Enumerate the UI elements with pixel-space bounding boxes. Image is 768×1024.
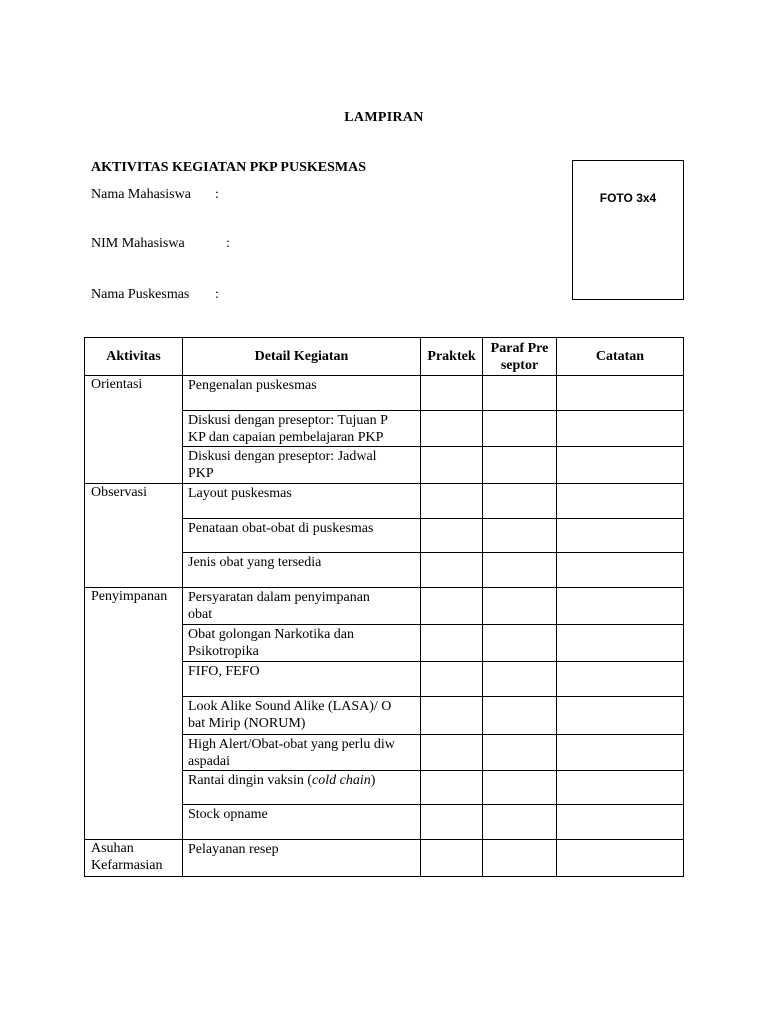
paraf-cell[interactable]: [483, 588, 557, 625]
catatan-cell[interactable]: [557, 484, 684, 519]
paraf-cell[interactable]: [483, 662, 557, 697]
category-cell: [85, 484, 183, 588]
detail-cell: [183, 553, 421, 588]
student-nim-field: [91, 236, 230, 252]
header-detail-kegiatan: Detail Kegiatan: [183, 338, 421, 376]
page-title: LAMPIRAN: [344, 110, 424, 125]
detail-line: Pelayanan resep: [188, 842, 279, 857]
detail-cell: [183, 588, 421, 625]
paraf-cell[interactable]: [483, 411, 557, 447]
detail-line: obat: [188, 607, 213, 622]
praktek-cell[interactable]: [421, 588, 483, 625]
detail-cell: [183, 662, 421, 697]
paraf-cell[interactable]: [483, 484, 557, 519]
detail-line: Rantai dingin vaksin (: [188, 773, 313, 788]
praktek-cell[interactable]: [421, 771, 483, 805]
praktek-cell[interactable]: [421, 662, 483, 697]
catatan-cell[interactable]: [557, 376, 684, 411]
praktek-cell[interactable]: [421, 735, 483, 771]
header-paraf-line2: septor: [500, 357, 539, 373]
paraf-cell[interactable]: [483, 625, 557, 662]
praktek-cell[interactable]: [421, 625, 483, 662]
table-row: [85, 840, 684, 877]
detail-cell: [183, 805, 421, 840]
detail-cell: [183, 376, 421, 411]
paraf-cell[interactable]: [483, 697, 557, 735]
detail-cell: [183, 447, 421, 484]
field-label: Nama Mahasiswa: [91, 187, 191, 202]
category-label: Asuhan: [91, 841, 134, 856]
catatan-cell[interactable]: [557, 519, 684, 553]
table-row: [85, 484, 684, 519]
detail-cell: [183, 484, 421, 519]
detail-italic-term: cold chain: [312, 773, 371, 788]
detail-line: Diskusi dengan preseptor: Jadwal: [188, 449, 377, 464]
praktek-cell[interactable]: [421, 447, 483, 484]
detail-cell: [183, 625, 421, 662]
header-paraf-line1: Paraf Pre: [490, 340, 549, 356]
header-praktek: Praktek: [421, 338, 483, 376]
field-label: Nama Puskesmas: [91, 287, 190, 302]
activity-table: [84, 337, 684, 877]
detail-line: Pengenalan puskesmas: [188, 378, 317, 393]
category-cell: [85, 588, 183, 840]
photo-placeholder: [572, 160, 684, 300]
detail-line: aspadai: [188, 754, 230, 769]
detail-line: Stock opname: [188, 807, 268, 822]
detail-cell: [183, 411, 421, 447]
praktek-cell[interactable]: [421, 553, 483, 588]
detail-line: Obat golongan Narkotika dan: [188, 627, 355, 642]
praktek-cell[interactable]: [421, 805, 483, 840]
detail-line: PKP: [188, 466, 214, 481]
student-name-field: [91, 187, 219, 203]
paraf-cell[interactable]: [483, 553, 557, 588]
category-label: Observasi: [91, 485, 147, 500]
praktek-cell[interactable]: [421, 484, 483, 519]
detail-line-end: ): [370, 773, 376, 788]
category-label: Orientasi: [91, 377, 143, 392]
catatan-cell[interactable]: [557, 735, 684, 771]
praktek-cell[interactable]: [421, 376, 483, 411]
detail-cell: [183, 840, 421, 877]
detail-cell: [183, 771, 421, 805]
detail-line: Diskusi dengan preseptor: Tujuan P: [188, 413, 388, 428]
catatan-cell[interactable]: [557, 447, 684, 484]
puskesmas-name-field: [91, 287, 219, 303]
paraf-cell[interactable]: [483, 840, 557, 877]
catatan-cell[interactable]: [557, 697, 684, 735]
field-colon: :: [215, 187, 219, 202]
field-label: NIM Mahasiswa: [91, 236, 185, 251]
detail-line: Jenis obat yang tersedia: [188, 555, 322, 570]
table-row: [85, 376, 684, 411]
category-label: Kefarmasian: [91, 858, 163, 873]
field-colon: :: [226, 236, 230, 251]
praktek-cell[interactable]: [421, 519, 483, 553]
paraf-cell[interactable]: [483, 447, 557, 484]
header-paraf-preseptor: [483, 338, 557, 376]
catatan-cell[interactable]: [557, 411, 684, 447]
praktek-cell[interactable]: [421, 697, 483, 735]
catatan-cell[interactable]: [557, 771, 684, 805]
table-header-row: [85, 338, 684, 376]
catatan-cell[interactable]: [557, 840, 684, 877]
paraf-cell[interactable]: [483, 519, 557, 553]
catatan-cell[interactable]: [557, 662, 684, 697]
photo-label: FOTO 3x4: [599, 191, 657, 205]
detail-cell: [183, 697, 421, 735]
field-colon: :: [215, 287, 219, 302]
section-heading: AKTIVITAS KEGIATAN PKP PUSKESMAS: [91, 160, 366, 175]
praktek-cell[interactable]: [421, 840, 483, 877]
detail-cell: [183, 735, 421, 771]
paraf-cell[interactable]: [483, 771, 557, 805]
detail-line: Penataan obat-obat di puskesmas: [188, 521, 374, 536]
detail-line: Persyaratan dalam penyimpanan: [188, 590, 370, 605]
category-cell: [85, 840, 183, 877]
detail-line: Look Alike Sound Alike (LASA)/ O: [188, 699, 392, 714]
header-aktivitas: Aktivitas: [85, 338, 183, 376]
catatan-cell[interactable]: [557, 805, 684, 840]
paraf-cell[interactable]: [483, 376, 557, 411]
praktek-cell[interactable]: [421, 411, 483, 447]
detail-line: Layout puskesmas: [188, 486, 292, 501]
detail-cell: [183, 519, 421, 553]
detail-line: KP dan capaian pembelajaran PKP: [188, 430, 384, 445]
category-label: Penyimpanan: [91, 589, 168, 604]
paraf-cell[interactable]: [483, 735, 557, 771]
detail-line: bat Mirip (NORUM): [188, 716, 306, 731]
table-row: [85, 588, 684, 625]
paraf-cell[interactable]: [483, 805, 557, 840]
catatan-cell[interactable]: [557, 588, 684, 625]
detail-line: FIFO, FEFO: [188, 664, 260, 679]
detail-line: Psikotropika: [188, 644, 259, 659]
detail-line: High Alert/Obat-obat yang perlu diw: [188, 737, 395, 752]
category-cell: [85, 376, 183, 484]
catatan-cell[interactable]: [557, 553, 684, 588]
catatan-cell[interactable]: [557, 625, 684, 662]
header-catatan: Catatan: [557, 338, 684, 376]
